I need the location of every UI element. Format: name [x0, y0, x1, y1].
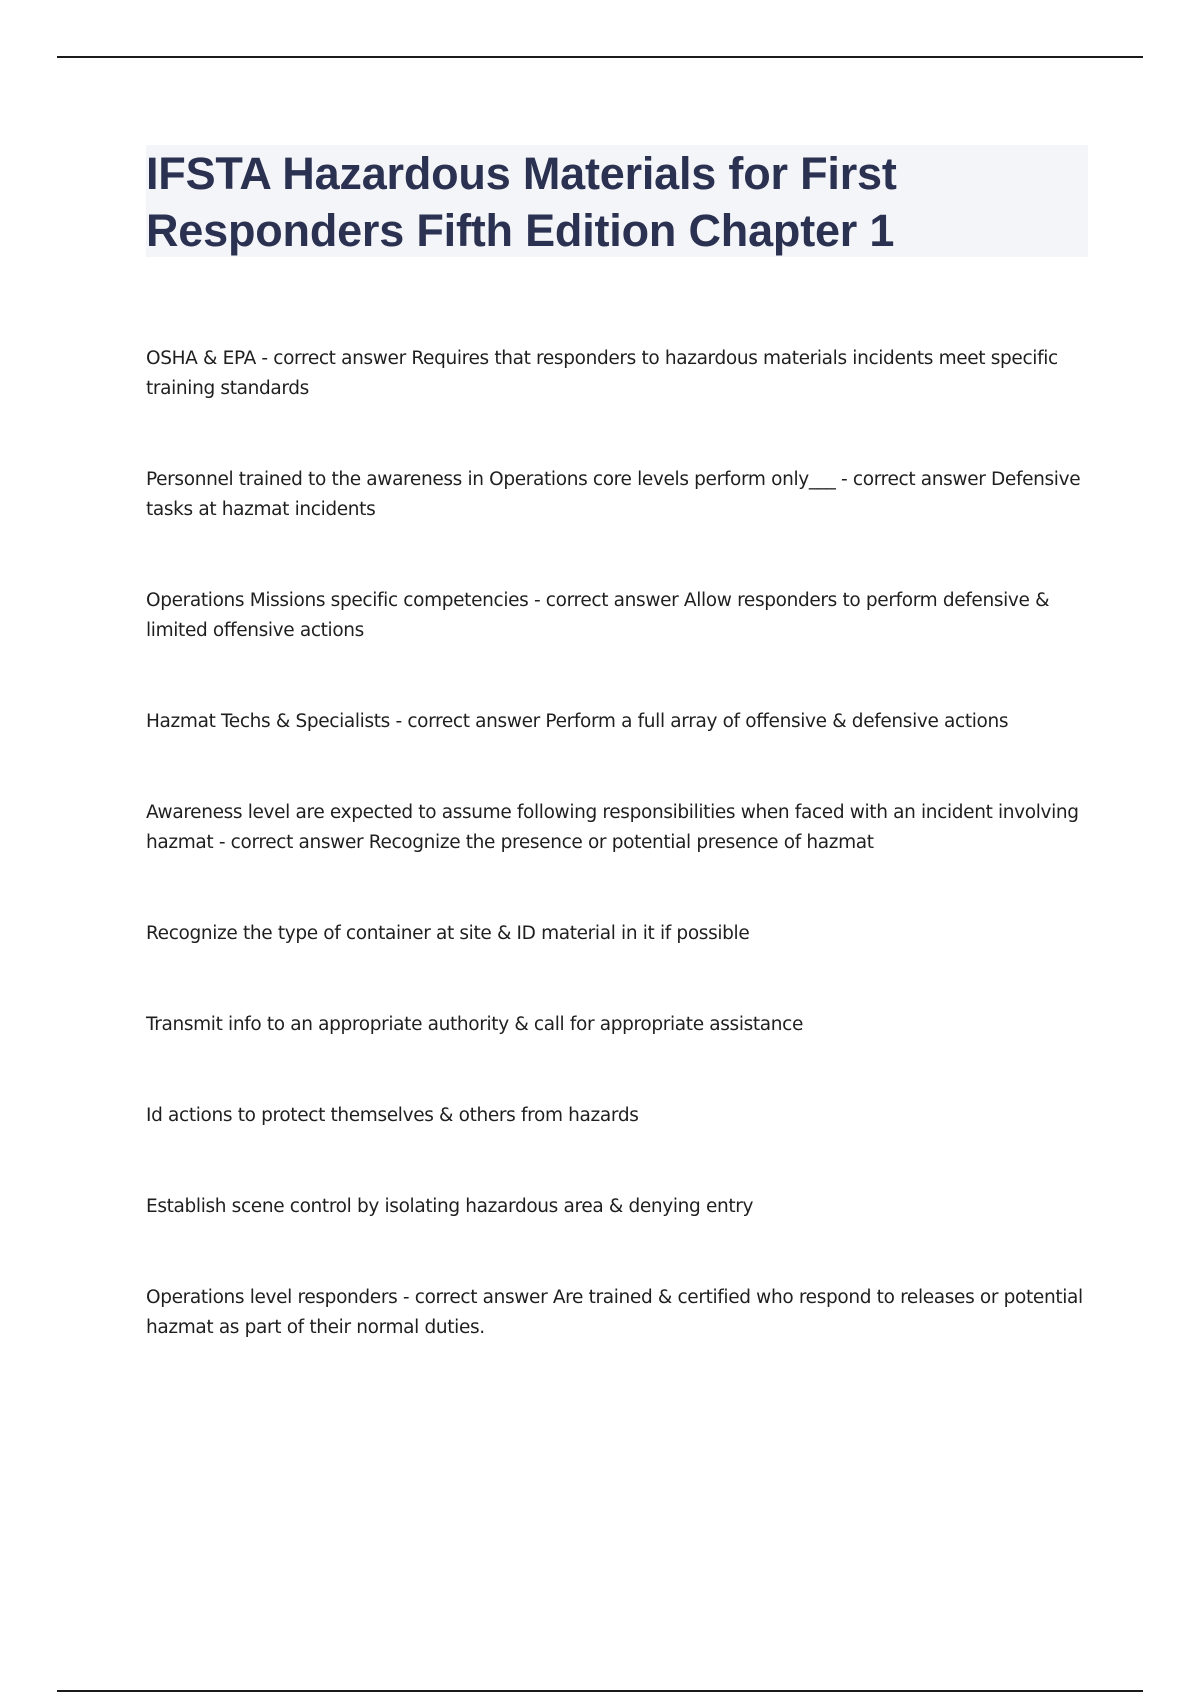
qa-entry: Recognize the type of container at site & ID material in it if possible: [146, 923, 750, 944]
qa-entry: Establish scene control by isolating hazardous area & denying entry: [146, 1196, 754, 1217]
header-divider: [57, 56, 1143, 58]
title-block: [146, 145, 1088, 257]
qa-list: [146, 344, 1096, 1404]
qa-entry: OSHA & EPA - correct answer Requires that responders to hazardous materials incidents meet specific training standards: [146, 348, 1058, 399]
document-title: IFSTA Hazardous Materials for First Responders Fifth Edition Chapter 1: [146, 148, 897, 256]
qa-entry: Personnel trained to the awareness in Operations core levels perform only___ - correct answer Defensive tasks at hazmat incidents: [146, 469, 1081, 520]
qa-entry: Hazmat Techs & Specialists - correct answer Perform a full array of offensive & defensive actions: [146, 711, 1009, 732]
qa-entry: Id actions to protect themselves & others from hazards: [146, 1105, 639, 1126]
qa-entry: Awareness level are expected to assume following responsibilities when faced with an incident involving hazmat - correct answer Recognize the presence or potential presence of hazmat: [146, 802, 1079, 853]
qa-entry: Operations level responders - correct answer Are trained & certified who respond to releases or potential hazmat as part of their normal duties.: [146, 1287, 1083, 1338]
qa-entry: Transmit info to an appropriate authority & call for appropriate assistance: [146, 1014, 804, 1035]
footer-divider: [57, 1690, 1143, 1692]
qa-entry: Operations Missions specific competencies - correct answer Allow responders to perform defensive & limited offensive actions: [146, 590, 1050, 641]
